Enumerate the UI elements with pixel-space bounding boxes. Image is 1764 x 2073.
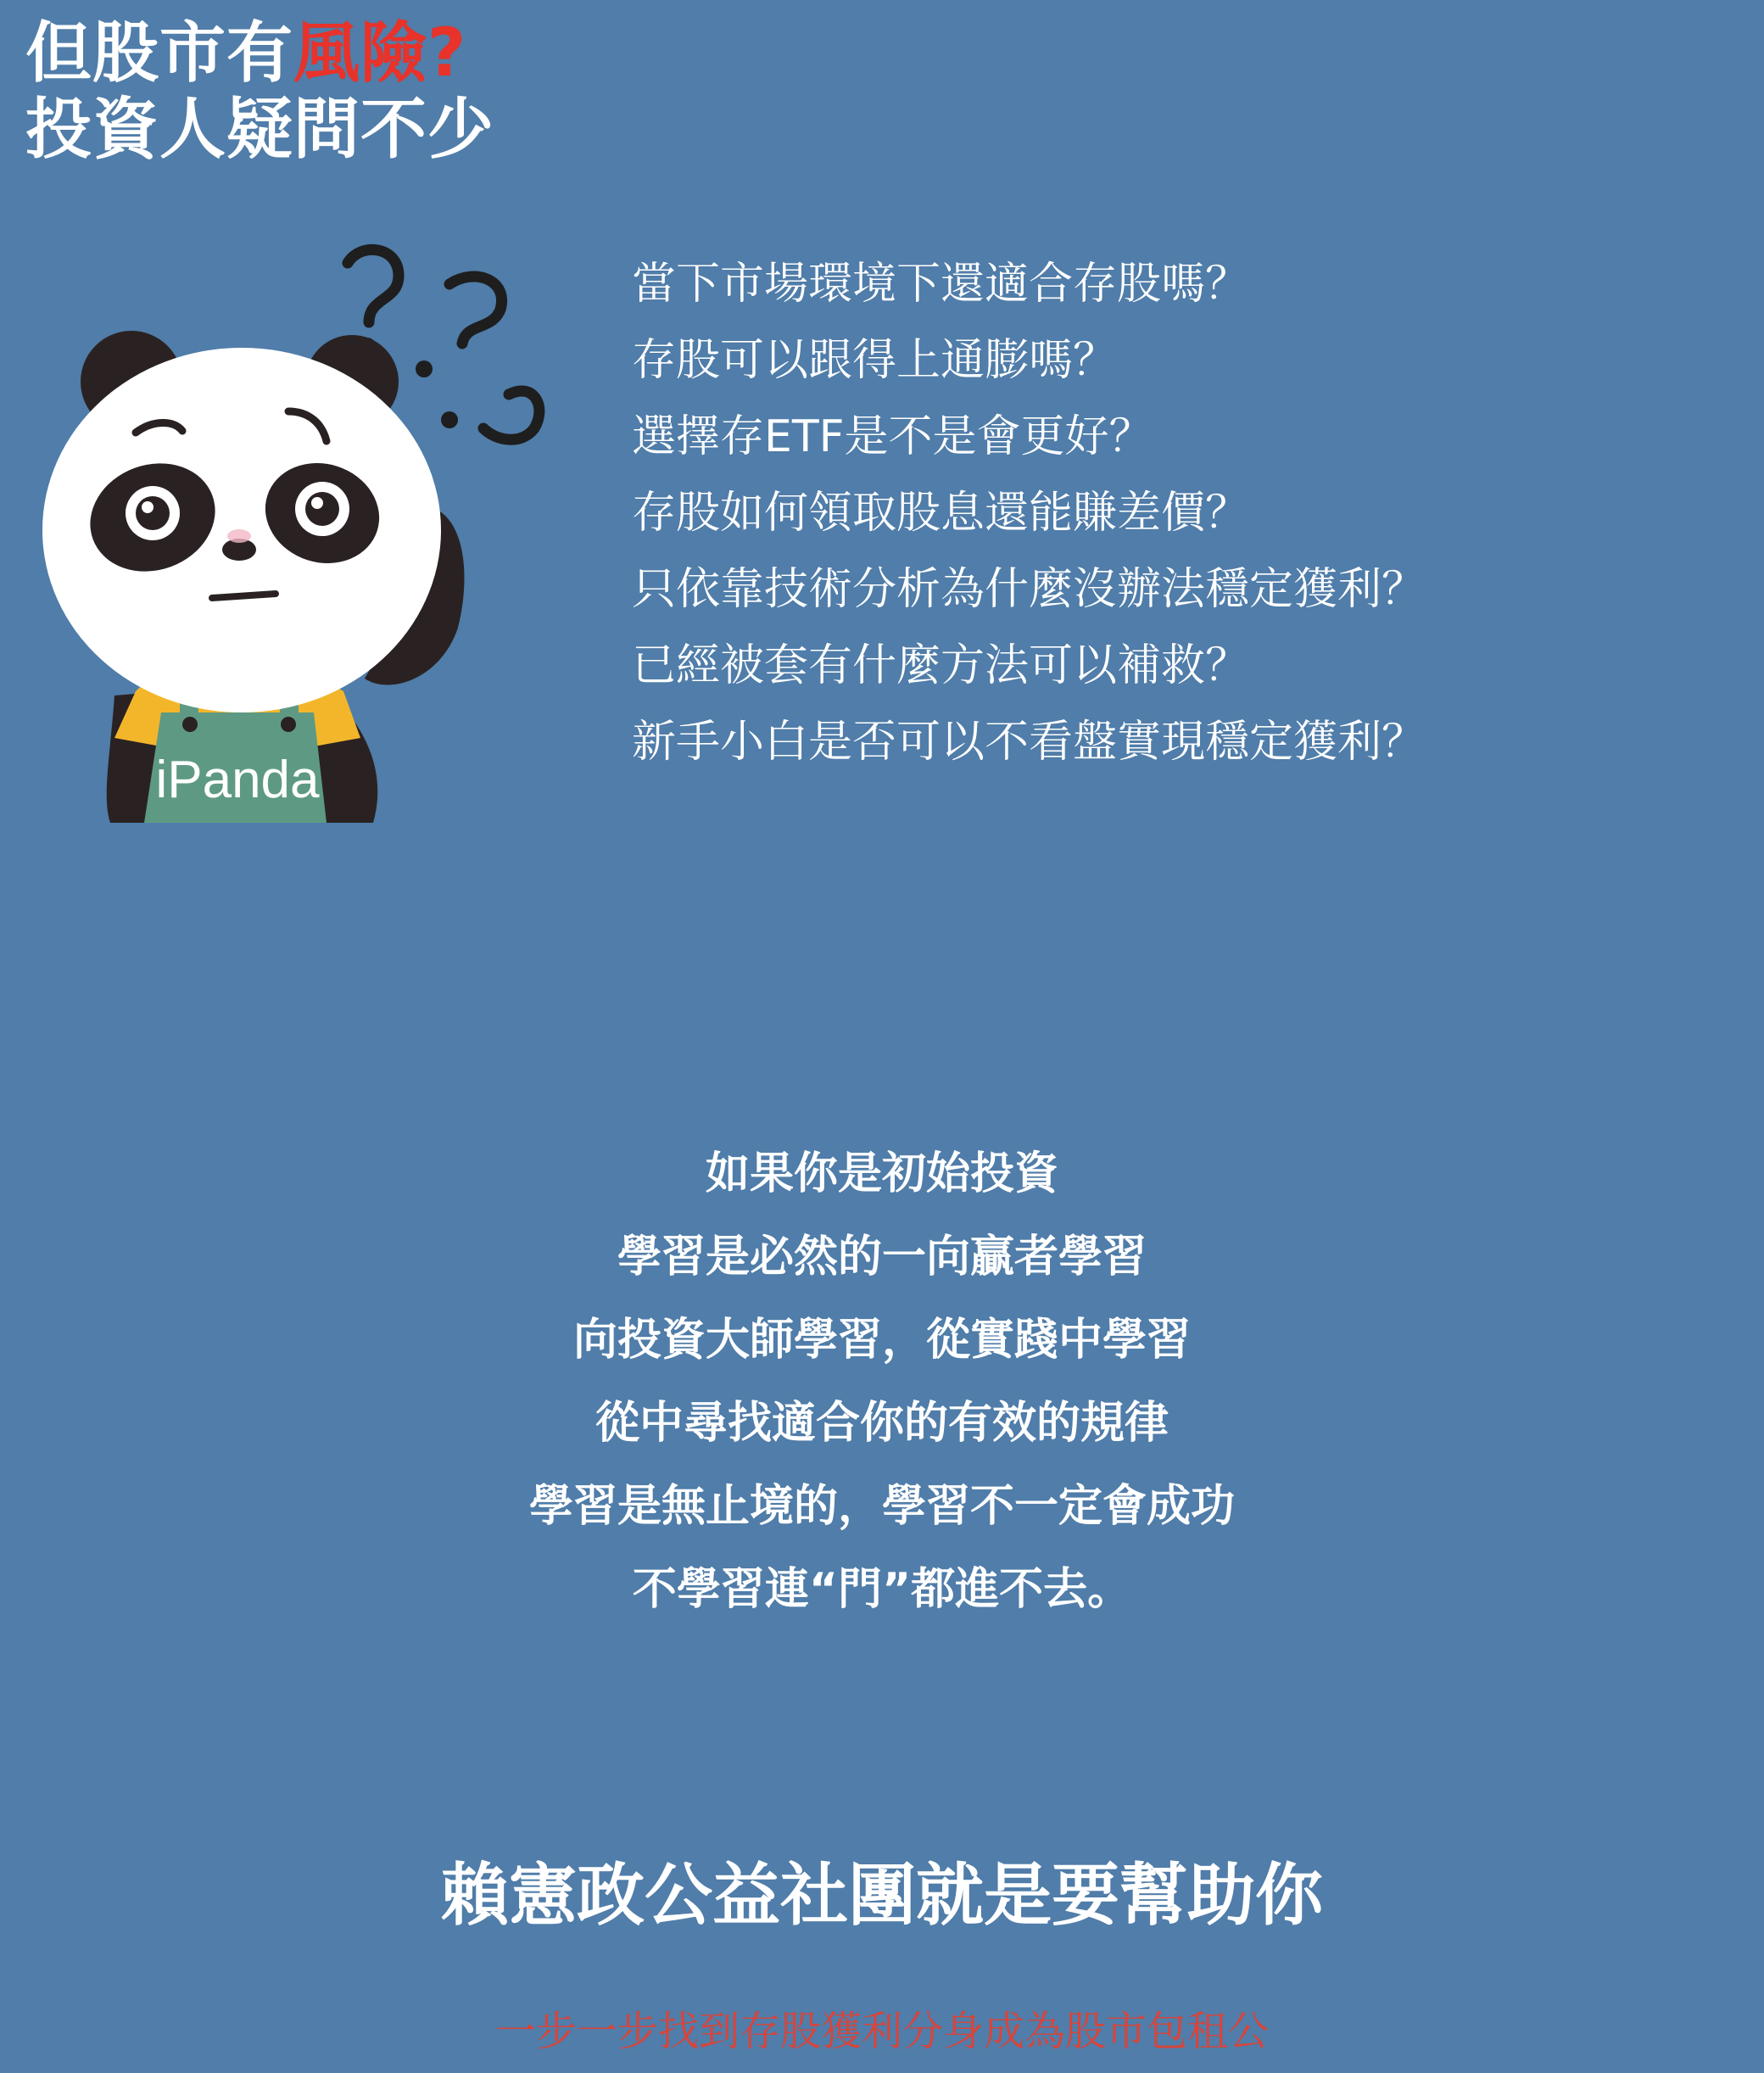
- question-item: 當下市場環境下還適合存股嗎？: [632, 259, 1250, 310]
- overall-button-left: [182, 717, 198, 732]
- question-item: 選擇存ETF是不是會更好？: [632, 411, 1153, 462]
- panda-illustration: [34, 237, 560, 831]
- paragraph-line: 學習是無止境的，學習不一定會成功: [528, 1481, 1235, 1532]
- paragraph-line: 向投資大師學習，從實踐中學習: [572, 1315, 1191, 1366]
- eye-shine-right: [311, 497, 323, 509]
- headline-accent: 風險?: [293, 15, 467, 92]
- panda-mouth: [212, 594, 276, 598]
- question-item: 存股如何領取股息還能賺差價？: [632, 488, 1250, 539]
- question-item: 存股可以跟得上通膨嗎？: [632, 335, 1118, 386]
- question-item: 新手小白是否可以不看盤實現穩定獲利？: [632, 717, 1426, 768]
- question-item: 只依靠技術分析為什麼沒辦法穩定獲利？: [632, 564, 1426, 615]
- paragraph-line: 學習是必然的一向贏者學習: [617, 1232, 1147, 1282]
- pupil-left: [136, 496, 170, 530]
- overall-button-right: [281, 717, 296, 732]
- headline-line-2: 投資人疑問不少: [25, 92, 495, 168]
- headline-line-1: [25, 15, 494, 92]
- headline-prefix: 但股市有: [25, 15, 294, 92]
- tagline: 一步一步找到存股獲利分身成為股市包租公: [494, 2008, 1269, 2055]
- pupil-right: [305, 492, 339, 526]
- paragraph-line: 不學習連“門”都進不去。: [632, 1564, 1132, 1615]
- question-list: [632, 246, 1426, 780]
- paragraph-line: 從中尋找適合你的有效的規律: [595, 1398, 1169, 1449]
- cta-heading: 賴憲政公益社團就是要幫助你: [441, 1856, 1323, 1935]
- learning-paragraph: [0, 1132, 1764, 1631]
- panda-blush: [227, 529, 251, 543]
- eye-shine-left: [142, 501, 154, 513]
- question-item: 已經被套有什麼方法可以補救？: [632, 640, 1250, 691]
- paragraph-line: 如果你是初始投資: [705, 1148, 1058, 1199]
- panda-label: iPanda: [155, 751, 320, 809]
- headline: [25, 15, 494, 168]
